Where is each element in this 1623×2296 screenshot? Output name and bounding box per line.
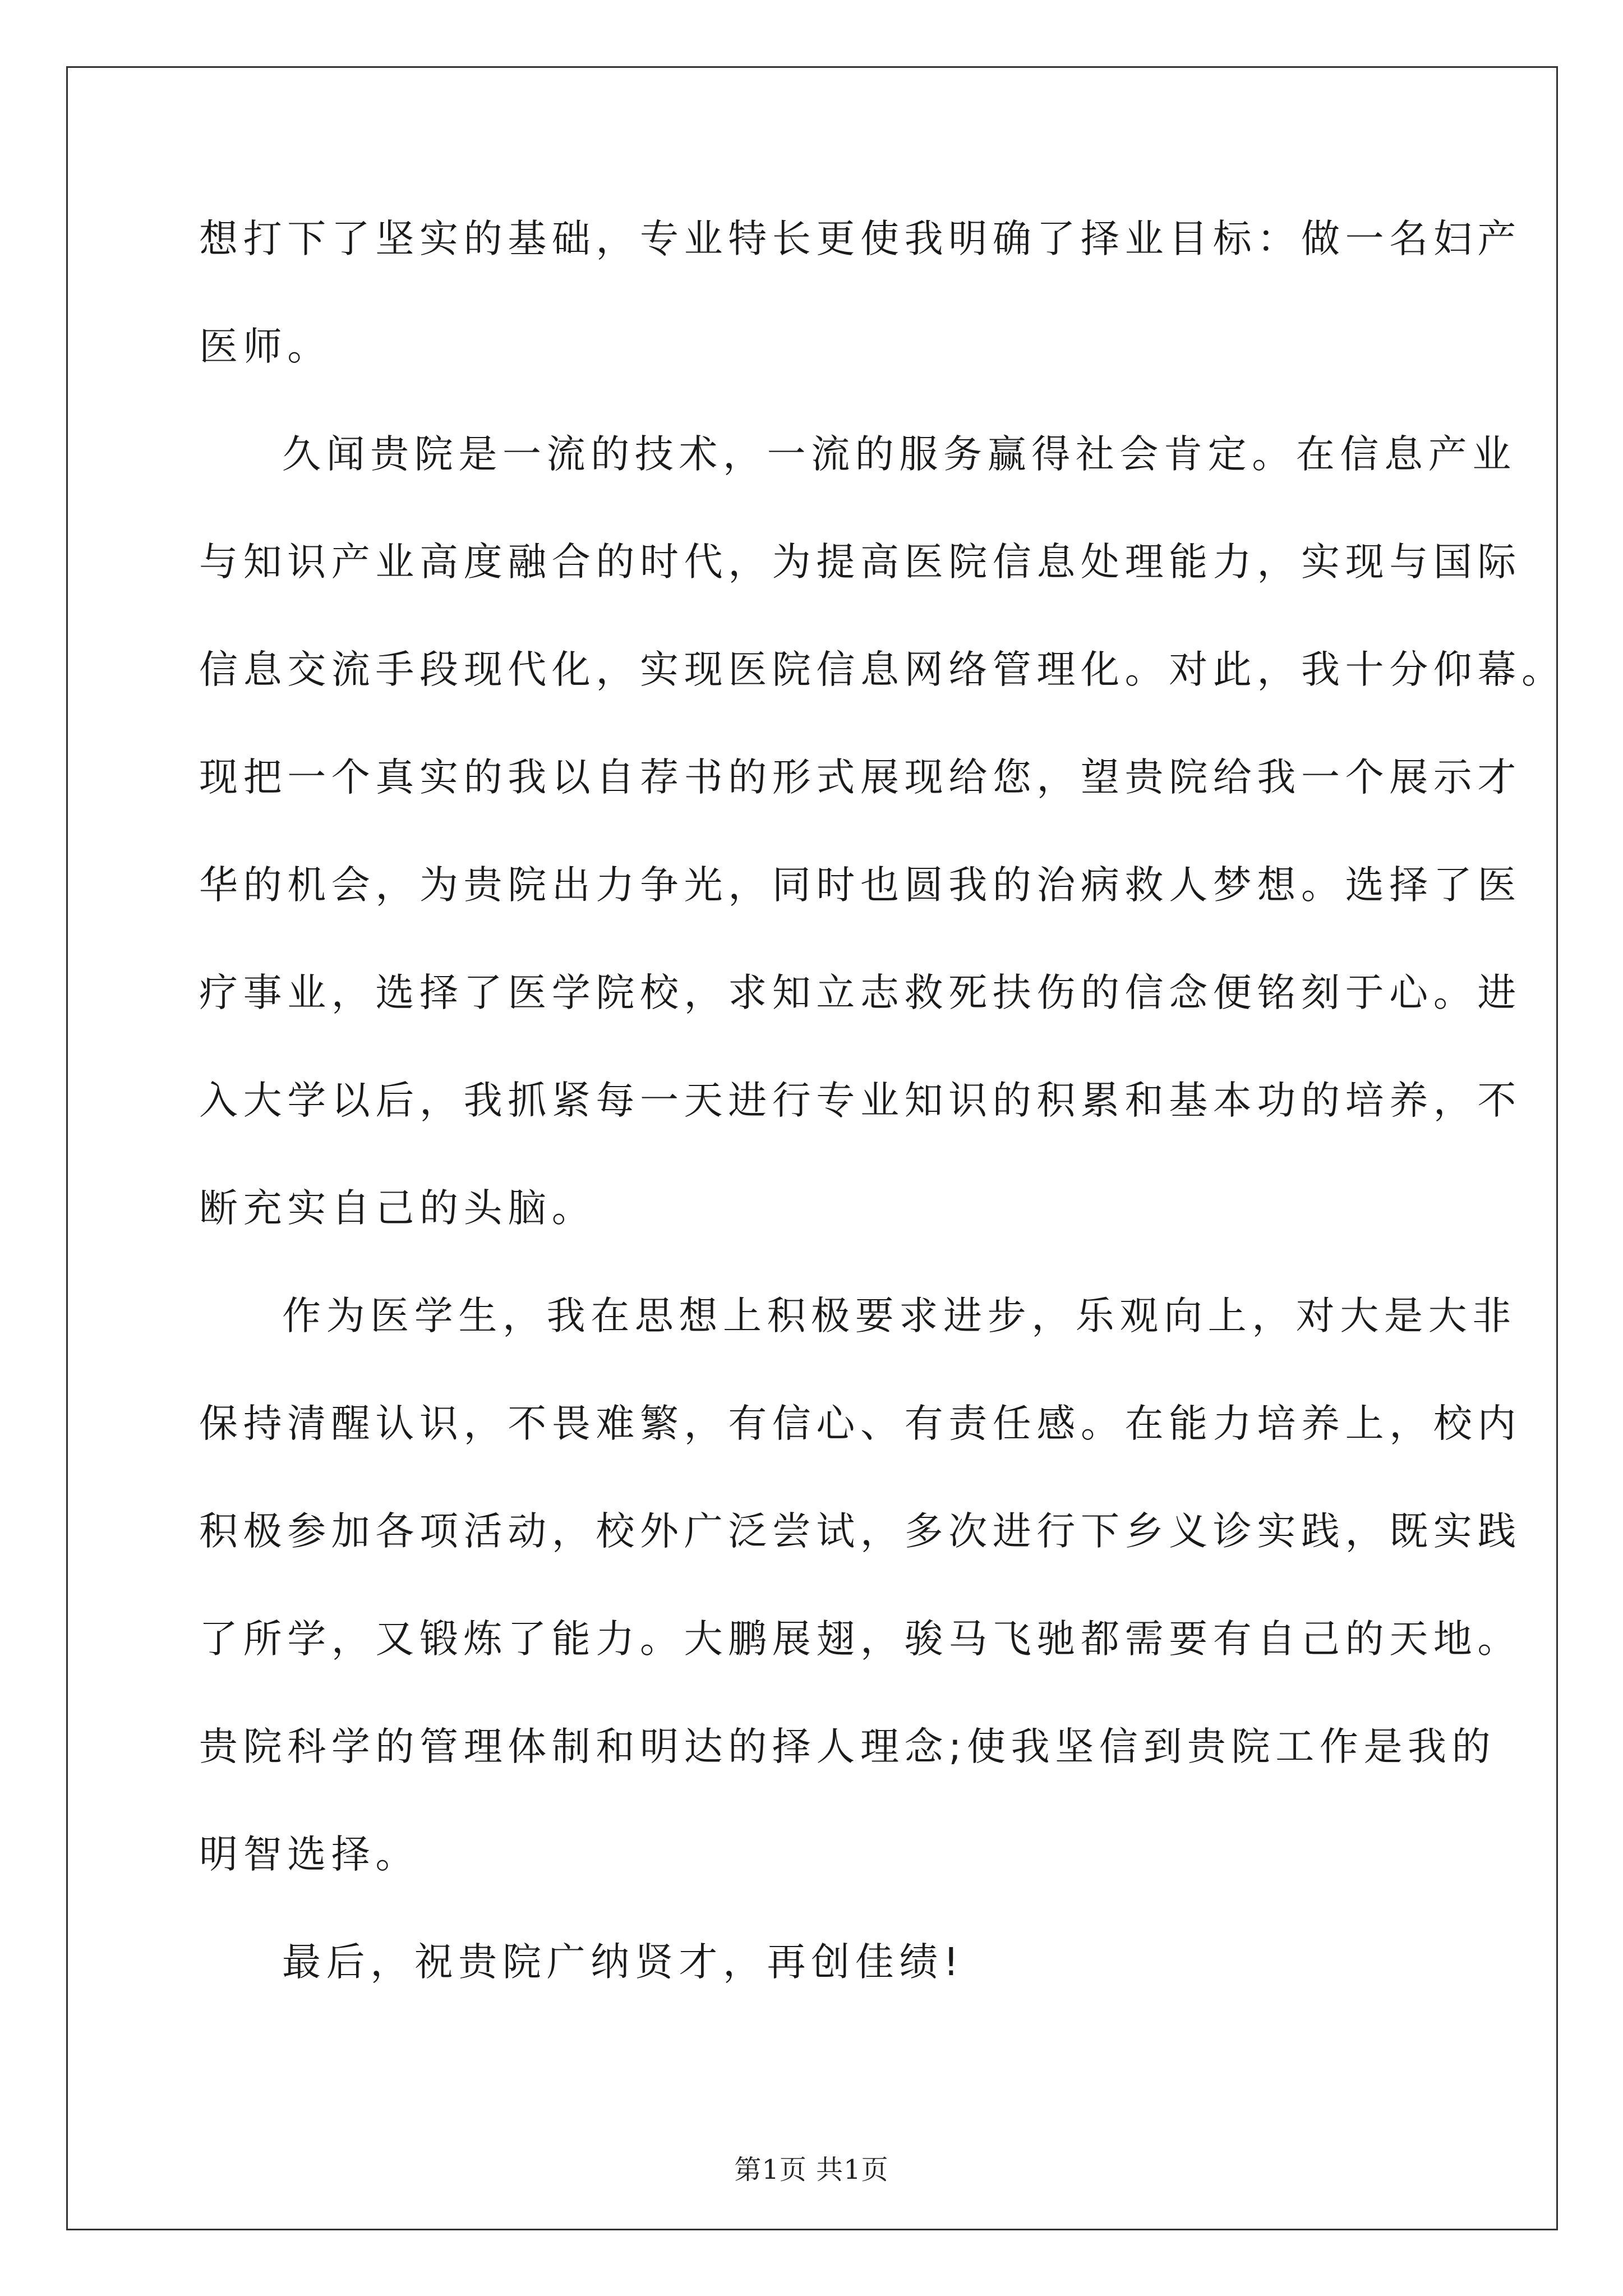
text-line: 久闻贵院是一流的技术，一流的服务赢得社会肯定。在信息产业 (282, 432, 1516, 477)
text-line: 疗事业，选择了医学院校，求知立志救死扶伤的信念便铭刻于心。进 (199, 970, 1521, 1015)
paragraph-4 (199, 1908, 1461, 2016)
text-line: 明智选择。 (199, 1832, 419, 1877)
paragraph-2 (199, 401, 1566, 1262)
text-line: 积极参加各项活动，校外广泛尝试，多次进行下乡义诊实践，既实践 (199, 1509, 1521, 1554)
text-line: 想打下了坚实的基础，专业特长更使我明确了择业目标：做一名妇产 (199, 217, 1521, 261)
text-line: 最后，祝贵院广纳贤才，再创佳绩! (282, 1940, 965, 1985)
text-line: 与知识产业高度融合的时代，为提高医院信息处理能力，实现与国际 (199, 540, 1521, 585)
text-line: 入大学以后，我抓紧每一天进行专业知识的积累和基本功的培养，不 (199, 1078, 1521, 1123)
text-line: 信息交流手段现代化，实现医院信息网络管理化。对此，我十分仰幕。 (199, 647, 1566, 692)
page-footer: 第1页 共1页 (734, 2154, 889, 2185)
paragraph-1 (199, 185, 1521, 401)
text-line: 保持清醒认识，不畏难繁，有信心、有责任感。在能力培养上，校内 (199, 1401, 1521, 1446)
text-line: 医师。 (199, 324, 331, 369)
text-line: 贵院科学的管理体制和明达的择人理念;使我坚信到贵院工作是我的 (199, 1724, 1496, 1769)
text-line: 了所学，又锻炼了能力。大鹏展翅，骏马飞驰都需要有自己的天地。 (199, 1617, 1521, 1662)
text-line: 断充实自己的头脑。 (199, 1186, 596, 1231)
text-line: 现把一个真实的我以自荐书的形式展现给您，望贵院给我一个展示才 (199, 755, 1521, 800)
document-body (199, 185, 1566, 2016)
text-line: 华的机会，为贵院出力争光，同时也圆我的治病救人梦想。选择了医 (199, 863, 1521, 908)
paragraph-3 (199, 1262, 1521, 1908)
text-line: 作为医学生，我在思想上积极要求进步，乐观向上，对大是大非 (282, 1294, 1516, 1338)
